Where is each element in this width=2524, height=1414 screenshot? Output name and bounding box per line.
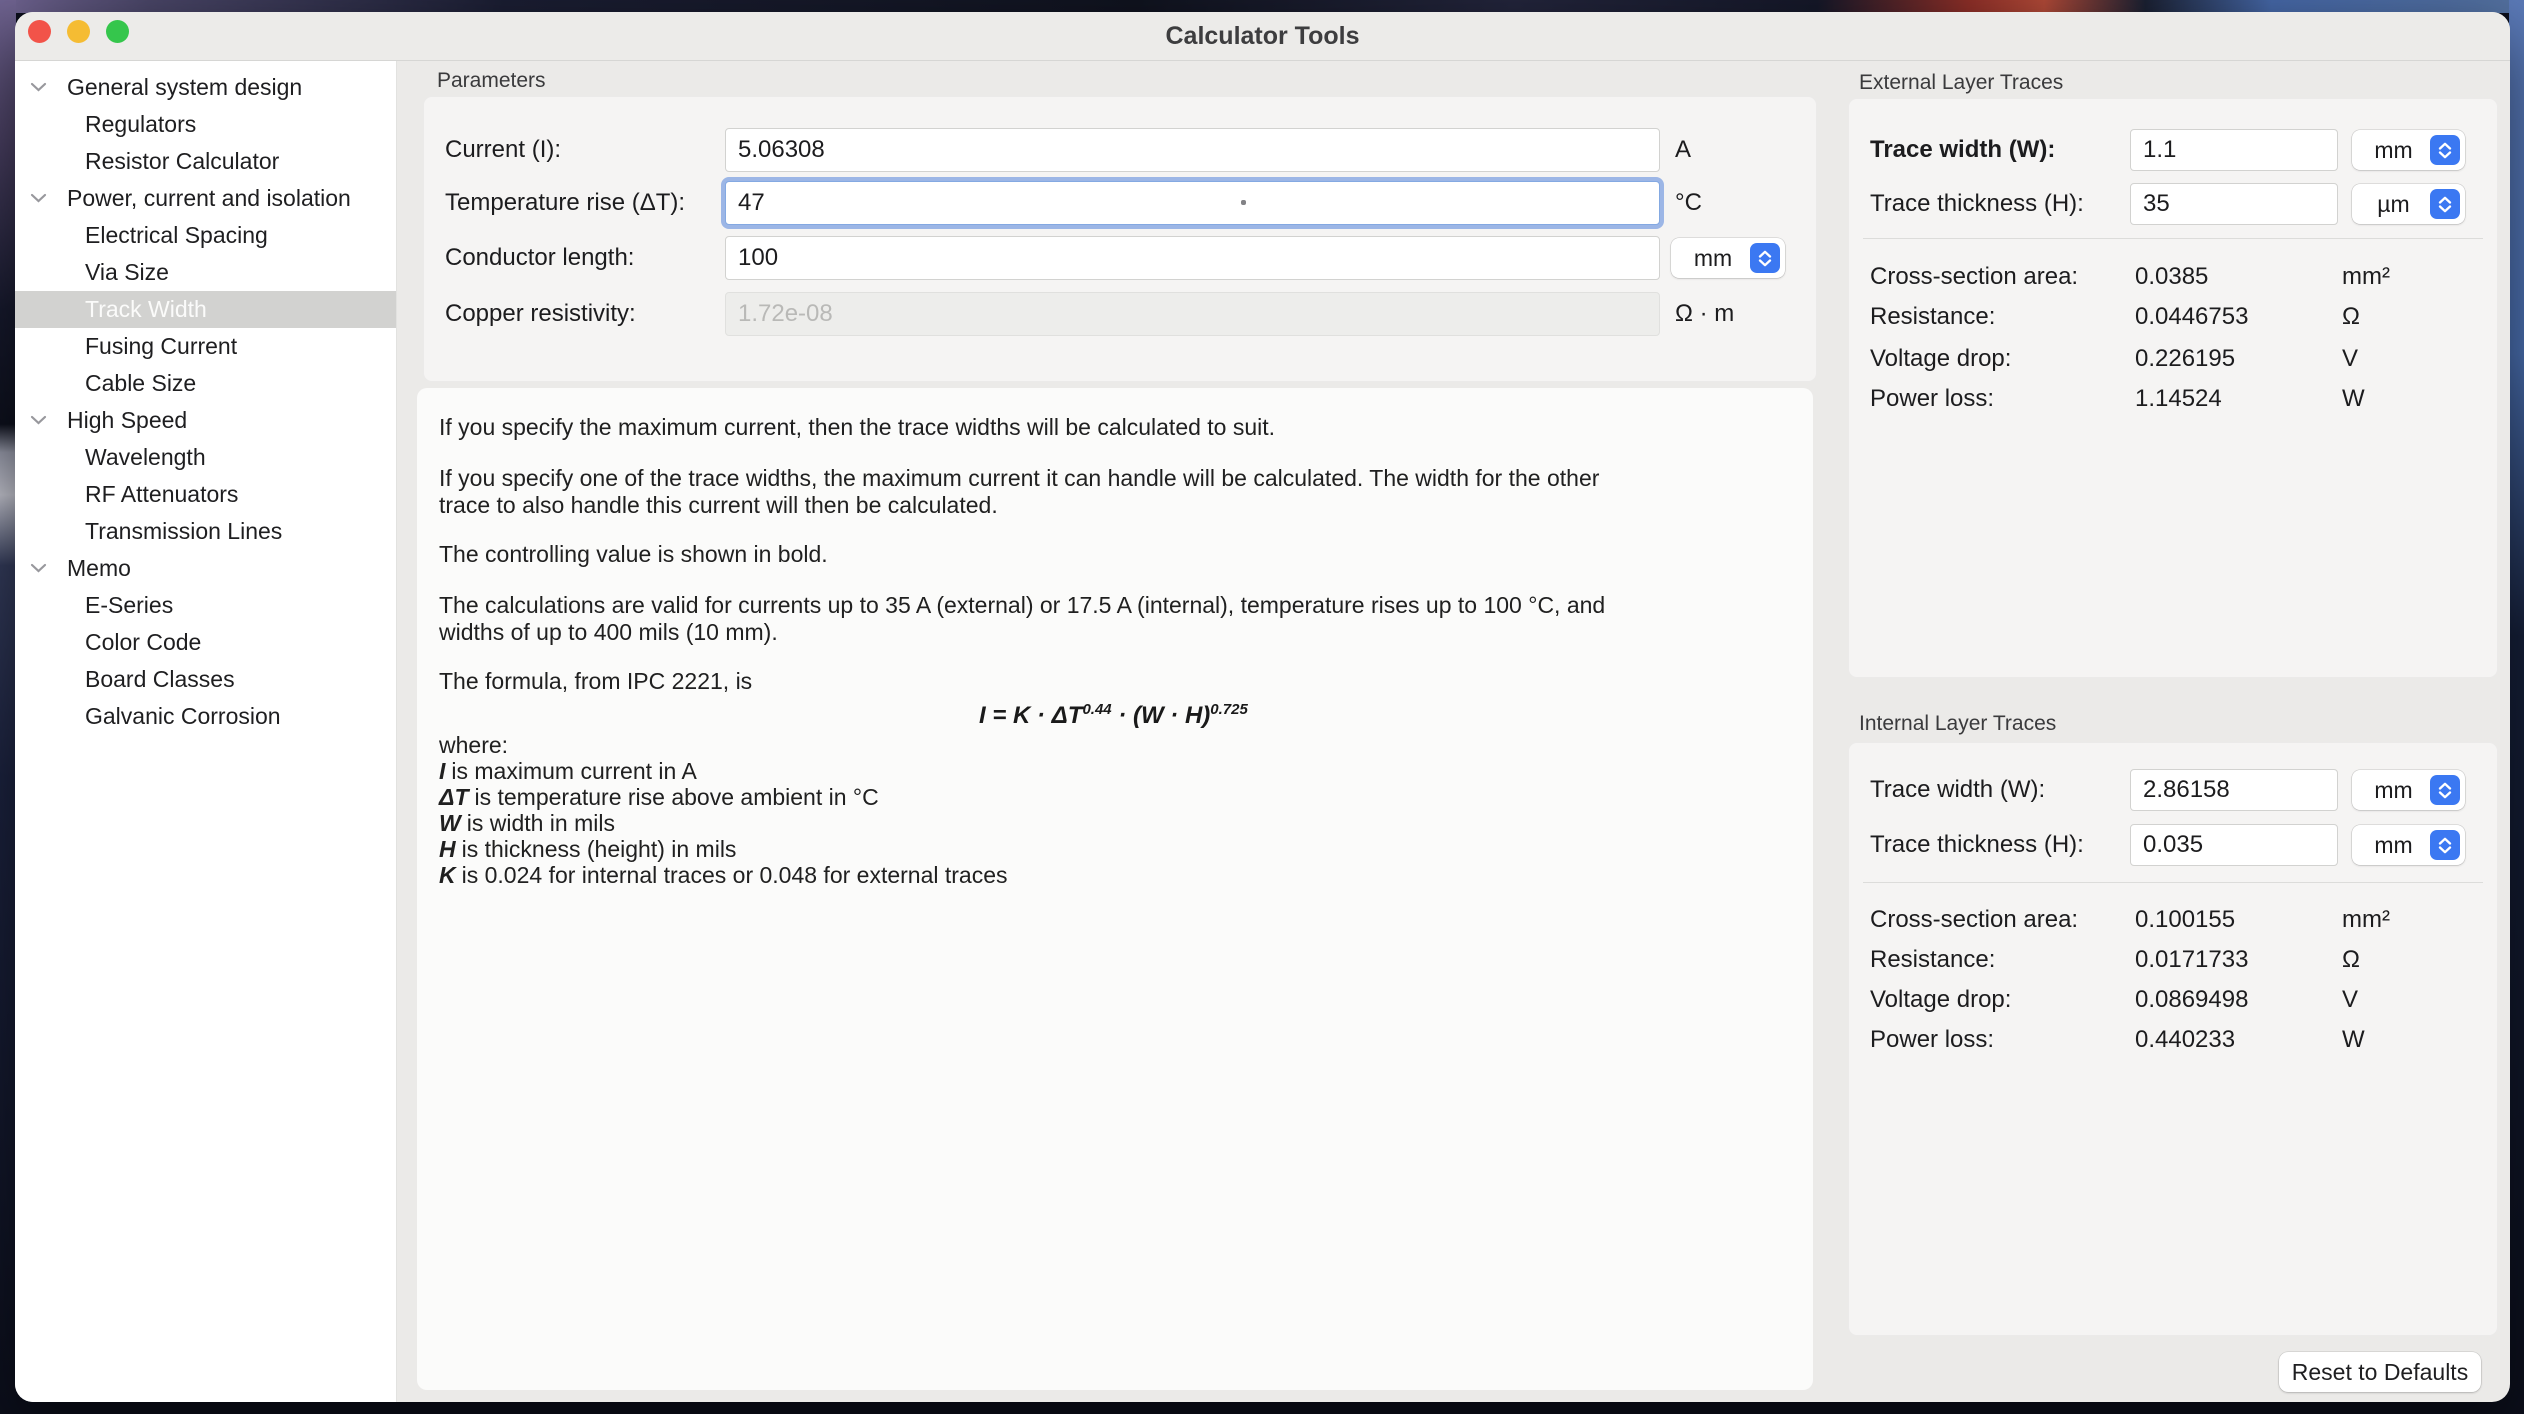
help-text-panel — [417, 388, 1813, 1390]
sidebar-item-wavelength[interactable]: Wavelength — [85, 444, 206, 470]
external-resistance-unit: Ω — [2342, 303, 2360, 330]
sidebar-item-regulators[interactable]: Regulators — [85, 111, 197, 137]
text-cursor — [1241, 200, 1246, 205]
copper-resistivity-input — [725, 292, 1660, 336]
sidebar-item-general-system-design[interactable]: General system design — [15, 69, 396, 106]
external-trace-thickness-input[interactable] — [2130, 183, 2338, 225]
sidebar-item-resistor-calculator[interactable]: Resistor Calculator — [85, 148, 280, 174]
calculator-tools-window — [15, 12, 2510, 1402]
sidebar-item-high-speed[interactable]: High Speed — [15, 402, 396, 439]
external-trace-width-input[interactable] — [2130, 129, 2338, 171]
external-area-unit: mm² — [2342, 263, 2390, 290]
minimize-button[interactable] — [67, 20, 90, 43]
sidebar-item-galvanic-corrosion[interactable]: Galvanic Corrosion — [85, 703, 281, 729]
sidebar-item-power-current-and-isolation[interactable]: Power, current and isolation — [15, 180, 396, 217]
legend-line: ΔT is temperature rise above ambient in °C — [439, 784, 879, 810]
desktop-edge-left — [0, 0, 16, 1414]
ipc2221-formula: $I = K \cdot \Delta T^{0.44} \cdot (W \cdot H)^{0.725}$ — [979, 701, 1248, 729]
internal-power-loss-label: Power loss: — [1870, 1026, 1995, 1053]
internal-area-label: Cross-section area: — [1870, 906, 2079, 933]
internal-trace-thickness-label: Trace thickness (H): — [1870, 831, 2084, 858]
internal-trace-width-label: Trace width (W): — [1870, 776, 2046, 803]
legend-line: H is thickness (height) in mils — [439, 836, 737, 862]
internal-voltage-drop-label: Voltage drop: — [1870, 986, 2012, 1013]
sidebar-item-color-code[interactable]: Color Code — [85, 629, 202, 655]
external-resistance-value: 0.0446753 — [2135, 303, 2249, 330]
sidebar-item-rf-attenuators[interactable]: RF Attenuators — [85, 481, 239, 507]
sidebar-tree — [15, 61, 397, 1402]
desktop-edge-right — [2509, 0, 2524, 1414]
stepper-icon — [2430, 775, 2460, 805]
help-paragraph-5: The formula, from IPC 2221, is — [439, 668, 753, 694]
external-power-loss-value: 1.14524 — [2135, 385, 2222, 412]
window-title: Calculator Tools — [1165, 22, 1360, 50]
internal-trace-thickness-unit-dropdown[interactable]: mm — [2352, 825, 2465, 865]
sidebar-item-e-series[interactable]: E-Series — [85, 592, 174, 618]
internal-resistance-label: Resistance: — [1870, 946, 1996, 973]
external-trace-width-unit-dropdown[interactable]: mm — [2352, 130, 2465, 170]
where-intro: where: — [439, 732, 509, 758]
zoom-button[interactable] — [106, 20, 129, 43]
external-power-loss-label: Power loss: — [1870, 385, 1995, 412]
internal-power-loss-value: 0.440233 — [2135, 1026, 2236, 1053]
current-label: Current (I): — [445, 136, 562, 163]
sidebar-item-transmission-lines[interactable]: Transmission Lines — [85, 518, 283, 544]
internal-area-unit: mm² — [2342, 906, 2390, 933]
internal-resistance-unit: Ω — [2342, 946, 2360, 973]
conductor-length-input[interactable] — [725, 236, 1660, 280]
internal-resistance-value: 0.0171733 — [2135, 946, 2249, 973]
help-paragraph-3: The controlling value is shown in bold. — [439, 541, 828, 567]
chevron-down-icon[interactable] — [30, 193, 47, 203]
external-power-loss-unit: W — [2342, 385, 2365, 412]
copper-resistivity-label: Copper resistivity: — [445, 300, 636, 327]
external-voltage-drop-label: Voltage drop: — [1870, 345, 2012, 372]
help-paragraph-2: If you specify one of the trace widths, the maximum current it can handle will be calculated. The width for the other trace to also handle this current will then be calculated. — [439, 465, 1600, 518]
copper-resistivity-unit: Ω · m — [1675, 300, 1735, 327]
formula-legend — [439, 732, 1791, 888]
reset-to-defaults-button[interactable]: Reset to Defaults — [2279, 1352, 2481, 1392]
sidebar-item-track-width[interactable]: Track Width — [15, 291, 396, 328]
titlebar — [15, 12, 2510, 61]
stepper-icon — [2430, 830, 2460, 860]
legend-line: W is width in mils — [439, 810, 615, 836]
parameters-section-label: Parameters — [437, 69, 546, 92]
chevron-down-icon[interactable] — [30, 563, 47, 573]
external-area-label: Cross-section area: — [1870, 263, 2079, 290]
stepper-icon — [2430, 135, 2460, 165]
temperature-rise-unit: °C — [1675, 189, 1702, 216]
internal-trace-thickness-input[interactable] — [2130, 824, 2338, 866]
external-resistance-label: Resistance: — [1870, 303, 1996, 330]
external-trace-width-label: Trace width (W): — [1870, 136, 2056, 163]
internal-trace-width-unit-dropdown[interactable]: mm — [2352, 770, 2465, 810]
external-trace-thickness-label: Trace thickness (H): — [1870, 190, 2084, 217]
current-unit: A — [1675, 136, 1692, 163]
help-paragraph-4: The calculations are valid for currents up to 35 A (external) or 17.5 A (internal), temperature rises up to 100 °C, and widths of up to 400 mils (10 mm). — [439, 592, 1606, 645]
legend-line: I is maximum current in A — [439, 758, 697, 784]
external-voltage-drop-unit: V — [2342, 345, 2359, 372]
chevron-down-icon[interactable] — [30, 82, 47, 92]
sidebar-item-fusing-current[interactable]: Fusing Current — [85, 333, 238, 359]
sidebar-item-board-classes[interactable]: Board Classes — [85, 666, 235, 692]
conductor-length-label: Conductor length: — [445, 244, 635, 271]
internal-area-value: 0.100155 — [2135, 906, 2236, 933]
divider — [1863, 882, 2483, 883]
internal-power-loss-unit: W — [2342, 1026, 2365, 1053]
stepper-icon — [1750, 243, 1780, 273]
external-area-value: 0.0385 — [2135, 263, 2209, 290]
internal-section-label: Internal Layer Traces — [1859, 712, 2057, 735]
sidebar-item-electrical-spacing[interactable]: Electrical Spacing — [85, 222, 268, 248]
temperature-rise-label: Temperature rise (ΔT): — [445, 189, 686, 216]
close-button[interactable] — [28, 20, 51, 43]
sidebar-item-via-size[interactable]: Via Size — [85, 259, 169, 285]
internal-trace-width-input[interactable] — [2130, 769, 2338, 811]
legend-line: K is 0.024 for internal traces or 0.048 for external traces — [439, 862, 1008, 888]
traffic-lights — [28, 20, 129, 43]
conductor-length-unit-dropdown[interactable]: mm — [1671, 238, 1785, 278]
temperature-rise-input[interactable] — [725, 181, 1660, 225]
chevron-down-icon[interactable] — [30, 415, 47, 425]
current-input[interactable] — [725, 128, 1660, 172]
external-section-label: External Layer Traces — [1859, 71, 2064, 94]
internal-voltage-drop-unit: V — [2342, 986, 2359, 1013]
sidebar-item-memo[interactable]: Memo — [15, 550, 396, 587]
external-voltage-drop-value: 0.226195 — [2135, 345, 2236, 372]
help-paragraph-1: If you specify the maximum current, then the trace widths will be calculated to suit. — [439, 414, 1276, 440]
external-trace-thickness-unit-dropdown[interactable]: µm — [2352, 184, 2465, 224]
stepper-icon — [2430, 189, 2460, 219]
internal-voltage-drop-value: 0.0869498 — [2135, 986, 2249, 1013]
divider — [1863, 238, 2483, 239]
sidebar-item-cable-size[interactable]: Cable Size — [85, 370, 197, 396]
